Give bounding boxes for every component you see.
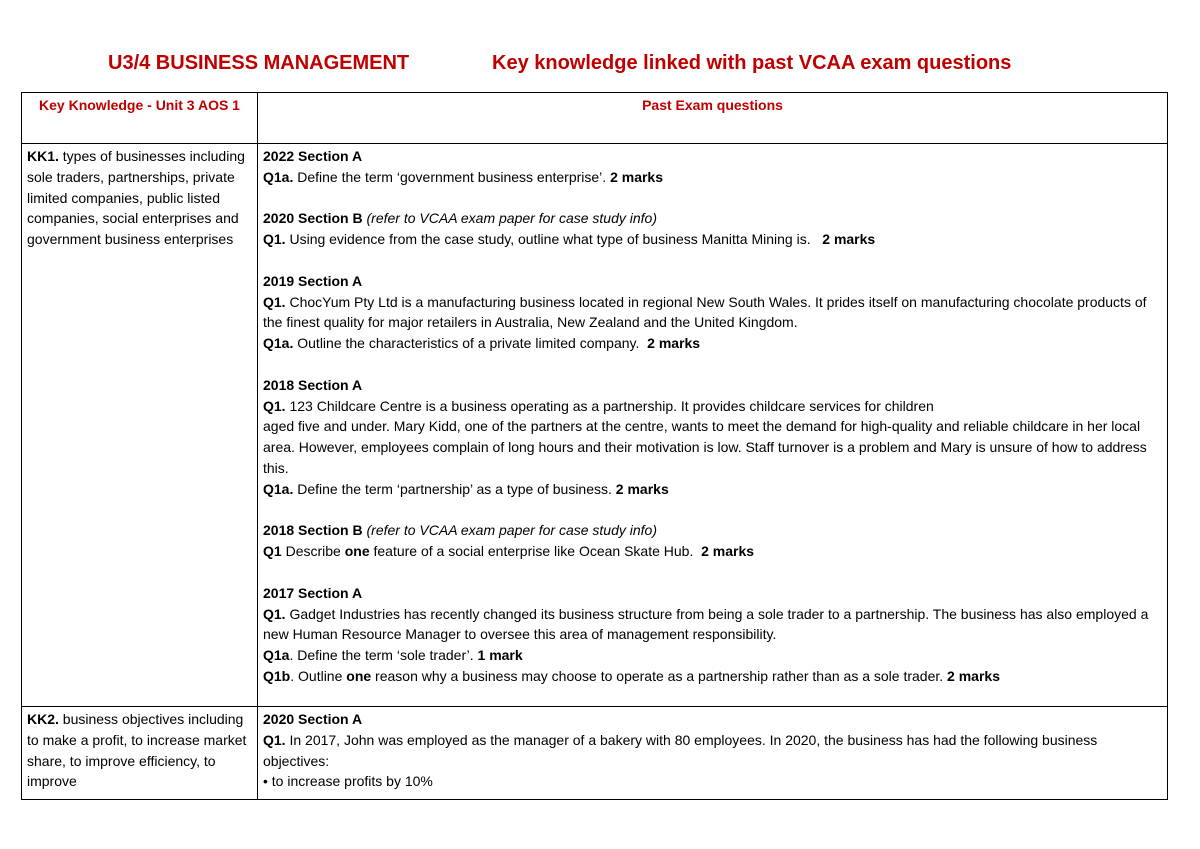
key-knowledge-cell bbox=[22, 707, 258, 800]
key-knowledge-table bbox=[21, 92, 1168, 800]
question-line: Q1a. Define the term ‘partnership’ as a type of business. 2 marks bbox=[263, 480, 669, 497]
col-header-past-exam-questions: Past Exam questions bbox=[258, 93, 1168, 144]
key-knowledge-cell bbox=[22, 144, 258, 707]
exam-year-section: 2018 Section B (refer to VCAA exam paper for case study info) bbox=[263, 522, 657, 539]
exam-year-section: 2020 Section A bbox=[263, 711, 363, 727]
exam-year-section: 2022 Section A bbox=[263, 148, 363, 164]
table-row bbox=[22, 144, 1168, 707]
question-line: Q1. 123 Childcare Centre is a business operating as a partnership. It provides childcare services for children bbox=[263, 397, 934, 414]
table-header-row bbox=[22, 93, 1168, 144]
kk-code: KK2. bbox=[27, 711, 59, 727]
question-line: Q1b. Outline one reason why a business may choose to operate as a partnership rather than as a sole trader. 2 marks bbox=[263, 667, 1000, 684]
question-line: Q1a. Define the term ‘government business enterprise’. 2 marks bbox=[263, 168, 664, 185]
question-line: Q1a. Outline the characteristics of a private limited company. 2 marks bbox=[263, 335, 701, 352]
document-title-left: U3/4 BUSINESS MANAGEMENT bbox=[108, 52, 410, 74]
question-line: Q1 Describe one feature of a social enterprise like Ocean Skate Hub. 2 marks bbox=[263, 543, 755, 560]
question-line: Q1. In 2017, John was employed as the manager of a bakery with 80 employees. In 2020, the business has had the following business objectives: bbox=[263, 731, 1098, 769]
col-header-key-knowledge: Key Knowledge - Unit 3 AOS 1 bbox=[22, 93, 258, 144]
kk-code: KK1. bbox=[27, 148, 59, 164]
exam-question-block bbox=[263, 208, 1162, 250]
question-line: Q1. ChocYum Pty Ltd is a manufacturing business located in regional New South Wales. It prides itself on manufacturing chocolate products of the finest quality for major retailers in Australia, New Zealand and the United Kingdom. bbox=[263, 293, 1147, 331]
document-title-right: Key knowledge linked with past VCAA exam questions bbox=[492, 52, 1012, 74]
exam-year-section: 2019 Section A bbox=[263, 272, 363, 289]
exam-question-block bbox=[263, 146, 1162, 188]
exam-question-block bbox=[263, 520, 1162, 562]
exam-question-block bbox=[263, 375, 1162, 500]
question-line: • to increase profits by 10% bbox=[263, 773, 433, 790]
exam-year-section: 2020 Section B (refer to VCAA exam paper for case study info) bbox=[263, 210, 657, 227]
question-line: aged five and under. Mary Kidd, one of the partners at the centre, wants to meet the demand for high-quality and reliable childcare in her local area. However, employees complain of long hours and their motivation is low. Staff turnover is a problem and Mary is unsure of how to address this. bbox=[263, 418, 1147, 476]
exam-questions-cell bbox=[258, 144, 1168, 707]
exam-year-section: 2018 Section A bbox=[263, 376, 363, 393]
question-line: Q1. Using evidence from the case study, outline what type of business Manitta Mining is. 2 marks bbox=[263, 231, 876, 248]
kk-description: business objectives including to make a profit, to increase market share, to improve efficiency, to improve bbox=[27, 711, 247, 790]
exam-year-section: 2017 Section A bbox=[263, 584, 363, 601]
exam-question-block bbox=[263, 583, 1162, 687]
question-line: Q1a. Define the term ‘sole trader’. 1 mark bbox=[263, 647, 523, 664]
exam-question-block bbox=[263, 271, 1162, 354]
question-line: Q1. Gadget Industries has recently changed its business structure from being a sole trader to a partnership. The business has also employed a new Human Resource Manager to oversee this area of management responsibility. bbox=[263, 605, 1149, 643]
exam-question-block bbox=[263, 709, 1162, 792]
exam-questions-cell bbox=[258, 707, 1168, 800]
kk-description: types of businesses including sole traders, partnerships, private limited companies, public listed companies, social enterprises and government business enterprises bbox=[27, 148, 245, 248]
table-row bbox=[22, 707, 1168, 800]
